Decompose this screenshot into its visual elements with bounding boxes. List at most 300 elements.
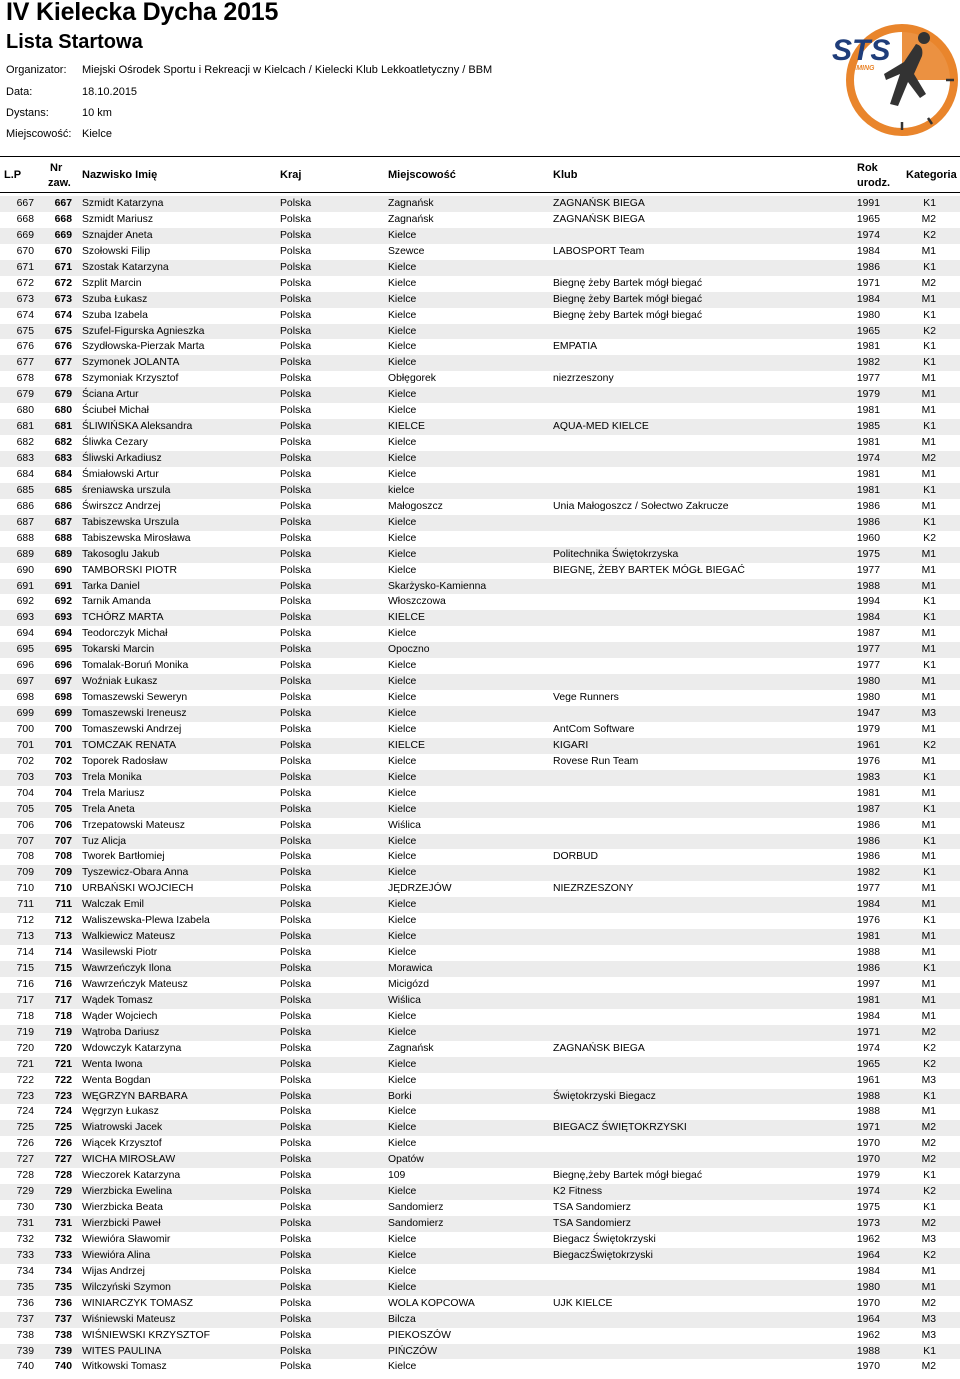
cell-nr: 690 xyxy=(54,564,72,576)
cell-rok: 1988 xyxy=(856,947,880,959)
cell-nr: 707 xyxy=(54,835,72,847)
cell-nr: 740 xyxy=(54,1361,72,1373)
cell-nr: 675 xyxy=(54,325,72,337)
cell-nr: 733 xyxy=(54,1249,72,1261)
cell-rok: 1980 xyxy=(856,676,880,688)
sts-timing-logo xyxy=(828,24,958,136)
cell-kategoria: M1 xyxy=(921,500,936,512)
cell-name: Wiatrowski Jacek xyxy=(82,1122,163,1134)
header-bottom-rule xyxy=(0,192,960,193)
cell-kraj: Polska xyxy=(280,994,312,1006)
cell-nr: 669 xyxy=(54,229,72,241)
cell-miejscowosc: Kielce xyxy=(388,867,417,879)
cell-name: Woźniak Łukasz xyxy=(82,676,158,688)
cell-miejscowosc: kielce xyxy=(388,484,415,496)
cell-lp: 727 xyxy=(16,1154,34,1166)
cell-rok: 1970 xyxy=(856,1361,880,1373)
cell-kraj: Polska xyxy=(280,931,312,943)
cell-kategoria: M2 xyxy=(921,1218,936,1229)
cell-kraj: Polska xyxy=(280,453,312,464)
cell-kategoria: K1 xyxy=(923,771,936,783)
cell-kraj: Polska xyxy=(280,245,312,257)
cell-miejscowosc: Kielce xyxy=(388,803,417,815)
cell-nr: 728 xyxy=(54,1170,72,1182)
cell-kategoria: M1 xyxy=(921,1010,936,1022)
cell-kategoria: K1 xyxy=(923,516,936,528)
cell-rok: 1984 xyxy=(856,1265,880,1277)
cell-rok: 1981 xyxy=(856,787,880,799)
cell-kategoria: M3 xyxy=(921,1313,936,1325)
cell-name: Wenta Iwona xyxy=(82,1058,143,1070)
cell-lp: 689 xyxy=(16,548,34,560)
cell-rok: 1974 xyxy=(856,229,880,241)
meta-value: Kielce xyxy=(82,128,112,140)
cell-kraj: Polska xyxy=(280,771,312,783)
cell-miejscowosc: Obłęgorek xyxy=(388,373,436,385)
cell-kategoria: M1 xyxy=(921,628,936,640)
cell-name: Wenta Bogdan xyxy=(82,1074,151,1086)
cell-rok: 1981 xyxy=(856,468,880,480)
cell-kraj: Polska xyxy=(280,819,312,831)
cell-miejscowosc: Opoczno xyxy=(388,644,430,656)
cell-kategoria: K1 xyxy=(923,867,936,879)
cell-klub: UJK KIELCE xyxy=(553,1297,613,1309)
cell-nr: 730 xyxy=(54,1202,72,1214)
cell-lp: 724 xyxy=(16,1106,34,1118)
table-row xyxy=(0,1057,960,1073)
cell-miejscowosc: Zagnańsk xyxy=(388,198,434,209)
cell-miejscowosc: Kielce xyxy=(388,548,417,560)
cell-nr: 711 xyxy=(55,899,72,911)
cell-kraj: Polska xyxy=(280,1361,312,1373)
cell-miejscowosc: Kielce xyxy=(388,293,417,305)
cell-kategoria: M1 xyxy=(921,931,936,943)
cell-kraj: Polska xyxy=(280,1106,312,1118)
cell-kategoria: M2 xyxy=(921,1026,936,1038)
cell-kraj: Polska xyxy=(280,198,312,209)
cell-rok: 1974 xyxy=(856,1186,880,1198)
page-title: IV Kielecka Dycha 2015 xyxy=(6,0,279,26)
cell-rok: 1947 xyxy=(856,708,880,719)
cell-klub: TSA Sandomierz xyxy=(553,1218,631,1229)
cell-miejscowosc: Kielce xyxy=(388,723,417,735)
cell-miejscowosc: Kielce xyxy=(388,453,417,464)
cell-lp: 704 xyxy=(16,787,34,799)
cell-klub: BIEGNĘ, ŻEBY BARTEK MÓGŁ BIEGAĆ xyxy=(553,564,745,576)
cell-kategoria: K1 xyxy=(923,660,936,672)
page-subtitle: Lista Startowa xyxy=(6,31,143,53)
cell-kraj: Polska xyxy=(280,437,312,449)
cell-name: śreniawska urszula xyxy=(82,484,171,496)
cell-klub: LABOSPORT Team xyxy=(553,245,645,257)
cell-klub: Biegnę żeby Bartek mógł biegać xyxy=(553,293,703,305)
cell-kategoria: M1 xyxy=(921,405,936,417)
cell-kategoria: M1 xyxy=(921,389,936,401)
cell-kategoria: M1 xyxy=(921,851,936,863)
cell-kategoria: K2 xyxy=(923,1186,936,1198)
cell-rok: 1960 xyxy=(856,532,880,544)
cell-miejscowosc: Kielce xyxy=(388,1186,417,1198)
cell-rok: 1961 xyxy=(856,739,880,751)
cell-klub: K2 Fitness xyxy=(553,1186,603,1198)
cell-kraj: Polska xyxy=(280,1218,312,1229)
cell-kategoria: M1 xyxy=(921,899,936,911)
cell-rok: 1977 xyxy=(856,373,880,385)
cell-kategoria: K2 xyxy=(923,325,936,337)
table-row xyxy=(0,1184,960,1200)
cell-miejscowosc: Kielce xyxy=(388,564,417,576)
cell-rok: 1981 xyxy=(856,437,880,449)
cell-miejscowosc: Micigózd xyxy=(388,978,429,990)
cell-lp: 690 xyxy=(16,564,34,576)
cell-nr: 696 xyxy=(54,660,72,672)
cell-kraj: Polska xyxy=(280,1122,312,1134)
cell-lp: 709 xyxy=(16,867,34,879)
cell-kraj: Polska xyxy=(280,500,312,512)
cell-kategoria: M2 xyxy=(921,1297,936,1309)
cell-lp: 711 xyxy=(17,899,34,911)
cell-lp: 696 xyxy=(16,660,34,672)
cell-nr: 722 xyxy=(54,1074,72,1086)
cell-lp: 720 xyxy=(16,1042,34,1054)
cell-kategoria: M1 xyxy=(921,245,936,257)
table-row xyxy=(0,403,960,419)
cell-miejscowosc: Kielce xyxy=(388,628,417,640)
cell-nr: 705 xyxy=(54,803,72,815)
cell-name: Tomaszewski Ireneusz xyxy=(82,708,187,719)
cell-name: Śliwka Cezary xyxy=(82,437,148,449)
cell-nr: 708 xyxy=(54,851,72,863)
cell-miejscowosc: Kielce xyxy=(388,437,417,449)
cell-lp: 676 xyxy=(16,341,34,353)
cell-kategoria: M2 xyxy=(921,1361,936,1373)
cell-lp: 667 xyxy=(16,198,34,209)
cell-miejscowosc: Kielce xyxy=(388,899,417,911)
cell-lp: 712 xyxy=(16,915,34,927)
cell-kategoria: K1 xyxy=(923,198,936,209)
table-row xyxy=(0,610,960,626)
col-header-lp: L.P xyxy=(4,169,22,181)
cell-lp: 669 xyxy=(16,229,34,241)
cell-rok: 1977 xyxy=(856,660,880,672)
cell-name: Sznajder Aneta xyxy=(82,229,153,241)
cell-name: Wądek Tomasz xyxy=(82,994,153,1006)
cell-rok: 1984 xyxy=(856,245,880,257)
meta-label: Miejscowość: xyxy=(6,128,72,140)
cell-nr: 731 xyxy=(54,1218,72,1229)
cell-name: Wierzbicka Beata xyxy=(82,1202,163,1214)
cell-name: Wijas Andrzej xyxy=(82,1265,145,1277)
table-row xyxy=(0,467,960,483)
cell-miejscowosc: Kielce xyxy=(388,931,417,943)
cell-name: Walkiewicz Mateusz xyxy=(82,931,176,943)
cell-rok: 1962 xyxy=(856,1233,880,1245)
table-row xyxy=(0,897,960,913)
table-row xyxy=(0,483,960,499)
cell-miejscowosc: Kielce xyxy=(388,755,417,767)
cell-rok: 1986 xyxy=(856,851,880,863)
col-header-nr: Nr xyxy=(50,162,63,174)
cell-name: Szuba Izabela xyxy=(82,309,148,321)
cell-kraj: Polska xyxy=(280,389,312,401)
meta-label: Organizator: xyxy=(6,64,67,76)
cell-miejscowosc: Kielce xyxy=(388,1249,417,1261)
cell-kategoria: M1 xyxy=(921,978,936,990)
cell-name: Tabiszewska Mirosława xyxy=(82,532,191,544)
cell-klub: EMPATIA xyxy=(553,341,598,353)
cell-lp: 718 xyxy=(16,1010,34,1022)
cell-name: Tarnik Amanda xyxy=(82,596,151,608)
cell-kategoria: K2 xyxy=(923,1058,936,1070)
table-row xyxy=(0,228,960,244)
cell-rok: 1973 xyxy=(856,1218,880,1229)
cell-kraj: Polska xyxy=(280,1281,312,1293)
cell-nr: 717 xyxy=(54,994,72,1006)
cell-nr: 667 xyxy=(54,198,72,209)
cell-kategoria: M1 xyxy=(921,692,936,704)
cell-rok: 1977 xyxy=(856,644,880,656)
cell-klub: BiegaczŚwiętokrzyski xyxy=(553,1249,653,1261)
col-header-klub: Klub xyxy=(553,169,578,181)
table-row xyxy=(0,594,960,610)
cell-kraj: Polska xyxy=(280,484,312,496)
cell-rok: 1971 xyxy=(856,1122,880,1134)
cell-nr: 712 xyxy=(54,915,72,927)
cell-klub: Politechnika Świętokrzyska xyxy=(553,548,679,560)
cell-kategoria: K2 xyxy=(923,229,936,241)
cell-miejscowosc: KIELCE xyxy=(388,739,425,751)
cell-miejscowosc: Sandomierz xyxy=(388,1202,444,1214)
cell-name: Szołowski Filip xyxy=(82,245,151,257)
cell-klub: Vege Runners xyxy=(553,692,619,704)
cell-miejscowosc: Małogoszcz xyxy=(388,500,443,512)
cell-nr: 698 xyxy=(54,692,72,704)
cell-rok: 1980 xyxy=(856,1281,880,1293)
table-row xyxy=(0,1296,960,1312)
cell-name: Wiącek Krzysztof xyxy=(82,1138,162,1150)
cell-kategoria: M2 xyxy=(921,1138,936,1150)
cell-klub: KIGARI xyxy=(553,739,589,751)
cell-nr: 700 xyxy=(54,723,72,735)
cell-miejscowosc: Kielce xyxy=(388,1361,417,1373)
table-row xyxy=(0,515,960,531)
cell-klub: TSA Sandomierz xyxy=(553,1202,631,1214)
cell-kraj: Polska xyxy=(280,803,312,815)
cell-lp: 702 xyxy=(16,755,34,767)
table-row xyxy=(0,786,960,802)
cell-name: Szymonek JOLANTA xyxy=(82,357,180,369)
cell-miejscowosc: Kielce xyxy=(388,708,417,719)
cell-lp: 728 xyxy=(16,1170,34,1182)
cell-lp: 716 xyxy=(16,978,34,990)
cell-lp: 691 xyxy=(16,580,34,592)
cell-klub: Biegnę,żeby Bartek mógł biegać xyxy=(553,1170,703,1182)
cell-kategoria: M2 xyxy=(921,277,936,289)
cell-rok: 1981 xyxy=(856,484,880,496)
cell-lp: 722 xyxy=(16,1074,34,1086)
cell-lp: 731 xyxy=(16,1218,34,1229)
cell-lp: 685 xyxy=(16,484,34,496)
cell-kategoria: M1 xyxy=(921,883,936,895)
cell-miejscowosc: WOLA KOPCOWA xyxy=(388,1297,475,1309)
cell-name: Trela Monika xyxy=(82,771,142,783)
cell-kraj: Polska xyxy=(280,1138,312,1150)
cell-nr: 683 xyxy=(54,453,72,464)
cell-name: URBAŃSKI WOJCIECH xyxy=(82,883,194,895)
table-row xyxy=(0,993,960,1009)
cell-lp: 740 xyxy=(16,1361,34,1373)
cell-name: WITES PAULINA xyxy=(82,1345,162,1357)
cell-kategoria: K1 xyxy=(923,612,936,624)
cell-kraj: Polska xyxy=(280,1297,312,1309)
cell-miejscowosc: KIELCE xyxy=(388,421,425,433)
cell-nr: 697 xyxy=(54,676,72,688)
cell-kraj: Polska xyxy=(280,1010,312,1022)
table-row xyxy=(0,1041,960,1057)
cell-klub: Rovese Run Team xyxy=(553,755,639,767)
table-row xyxy=(0,1328,960,1344)
cell-kraj: Polska xyxy=(280,851,312,863)
cell-name: Takosoglu Jakub xyxy=(82,548,160,560)
cell-lp: 733 xyxy=(16,1249,34,1261)
cell-rok: 1984 xyxy=(856,612,880,624)
table-row xyxy=(0,339,960,355)
cell-nr: 677 xyxy=(54,357,72,369)
cell-miejscowosc: Kielce xyxy=(388,915,417,927)
cell-kraj: Polska xyxy=(280,1042,312,1054)
cell-kraj: Polska xyxy=(280,978,312,990)
cell-name: Wiewióra Sławomir xyxy=(82,1233,171,1245)
table-row xyxy=(0,642,960,658)
cell-name: Wątroba Dariusz xyxy=(82,1026,160,1038)
table-row xyxy=(0,722,960,738)
cell-rok: 1984 xyxy=(856,1010,880,1022)
cell-miejscowosc: Kielce xyxy=(388,1026,417,1038)
cell-rok: 1974 xyxy=(856,1042,880,1054)
cell-nr: 721 xyxy=(54,1058,72,1070)
cell-lp: 670 xyxy=(16,245,34,257)
table-row xyxy=(0,1168,960,1184)
cell-nr: 716 xyxy=(54,978,72,990)
cell-lp: 737 xyxy=(16,1313,34,1325)
cell-nr: 724 xyxy=(54,1106,72,1118)
cell-kraj: Polska xyxy=(280,1154,312,1166)
cell-nr: 736 xyxy=(54,1297,72,1309)
cell-nr: 668 xyxy=(54,213,72,225)
cell-kategoria: M1 xyxy=(921,994,936,1006)
cell-rok: 1970 xyxy=(856,1297,880,1309)
cell-miejscowosc: Kielce xyxy=(388,1074,417,1086)
table-row xyxy=(0,244,960,260)
cell-kategoria: M1 xyxy=(921,1265,936,1277)
table-row xyxy=(0,451,960,467)
cell-kraj: Polska xyxy=(280,1058,312,1070)
cell-name: Tarka Daniel xyxy=(82,580,140,592)
table-row xyxy=(0,945,960,961)
cell-name: Tworek Bartłomiej xyxy=(82,851,165,863)
cell-rok: 1964 xyxy=(856,1249,880,1261)
cell-kategoria: M1 xyxy=(921,373,936,385)
cell-miejscowosc: Kielce xyxy=(388,1265,417,1277)
cell-kraj: Polska xyxy=(280,723,312,735)
table-row xyxy=(0,1104,960,1120)
cell-name: Wierzbicka Ewelina xyxy=(82,1186,173,1198)
cell-klub: AQUA-MED KIELCE xyxy=(553,421,649,433)
cell-name: Trela Aneta xyxy=(82,803,135,815)
cell-kraj: Polska xyxy=(280,421,312,433)
cell-lp: 730 xyxy=(16,1202,34,1214)
cell-nr: 686 xyxy=(54,500,72,512)
cell-kategoria: K1 xyxy=(923,1090,936,1102)
cell-klub: Biegnę żeby Bartek mógł biegać xyxy=(553,309,703,321)
table-row xyxy=(0,706,960,722)
cell-kategoria: K1 xyxy=(923,803,936,815)
logo-text: STS xyxy=(832,34,891,67)
cell-rok: 1975 xyxy=(856,548,880,560)
cell-lp: 710 xyxy=(16,883,34,895)
cell-rok: 1981 xyxy=(856,341,880,353)
cell-kategoria: K1 xyxy=(923,915,936,927)
cell-nr: 687 xyxy=(54,516,72,528)
cell-miejscowosc: Szewce xyxy=(388,245,425,257)
cell-kraj: Polska xyxy=(280,1233,312,1245)
logo-subtext: TIMING xyxy=(850,65,875,72)
cell-kategoria: M1 xyxy=(921,787,936,799)
cell-rok: 1988 xyxy=(856,1106,880,1118)
cell-klub: DORBUD xyxy=(553,851,599,863)
cell-klub: Biegacz Świętokrzyski xyxy=(553,1233,656,1245)
cell-kraj: Polska xyxy=(280,341,312,353)
cell-kategoria: K1 xyxy=(923,261,936,273)
cell-kategoria: M1 xyxy=(921,1281,936,1293)
cell-kategoria: M1 xyxy=(921,564,936,576)
cell-name: WINIARCZYK TOMASZ xyxy=(82,1297,194,1309)
table-row xyxy=(0,435,960,451)
cell-miejscowosc: Kielce xyxy=(388,309,417,321)
cell-rok: 1964 xyxy=(856,1313,880,1325)
cell-lp: 692 xyxy=(16,596,34,608)
cell-kraj: Polska xyxy=(280,261,312,273)
cell-nr: 679 xyxy=(54,389,72,401)
cell-lp: 688 xyxy=(16,532,34,544)
cell-kraj: Polska xyxy=(280,963,312,974)
cell-kategoria: M1 xyxy=(921,723,936,735)
cell-kraj: Polska xyxy=(280,1313,312,1325)
cell-nr: 682 xyxy=(54,437,72,449)
table-row xyxy=(0,738,960,754)
cell-lp: 683 xyxy=(16,453,34,464)
cell-nr: 704 xyxy=(54,787,72,799)
cell-rok: 1988 xyxy=(856,1345,880,1357)
cell-nr: 692 xyxy=(54,596,72,608)
cell-nr: 688 xyxy=(54,532,72,544)
cell-lp: 700 xyxy=(16,723,34,735)
cell-kategoria: K1 xyxy=(923,1202,936,1214)
table-row xyxy=(0,579,960,595)
cell-rok: 1985 xyxy=(856,421,880,433)
cell-rok: 1982 xyxy=(856,867,880,879)
cell-kategoria: K1 xyxy=(923,421,936,433)
cell-kraj: Polska xyxy=(280,277,312,289)
cell-lp: 684 xyxy=(16,468,34,480)
cell-miejscowosc: 109 xyxy=(388,1170,406,1182)
cell-name: Teodorczyk Michał xyxy=(82,628,168,640)
cell-miejscowosc: Włoszczowa xyxy=(388,596,446,608)
cell-nr: 715 xyxy=(54,963,72,974)
cell-miejscowosc: Kielce xyxy=(388,229,417,241)
cell-lp: 715 xyxy=(16,963,34,974)
cell-miejscowosc: Kielce xyxy=(388,277,417,289)
